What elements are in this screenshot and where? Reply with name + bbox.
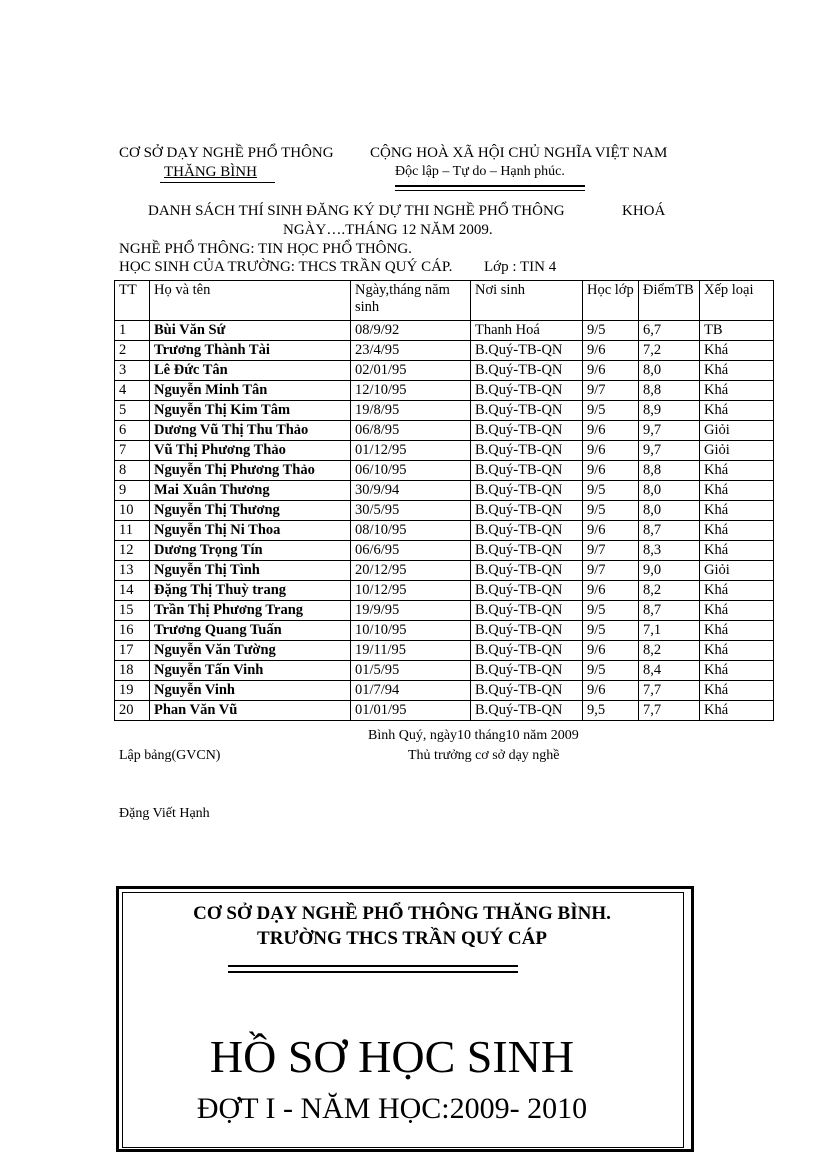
score: 8,7 bbox=[639, 601, 700, 621]
student-name: Lê Đức Tân bbox=[150, 361, 351, 381]
birth-place: B.Quý-TB-QN bbox=[471, 601, 583, 621]
table-row bbox=[115, 461, 774, 481]
class: 9/6 bbox=[583, 641, 639, 661]
birth-place: B.Quý-TB-QN bbox=[471, 341, 583, 361]
class: 9/6 bbox=[583, 581, 639, 601]
birth-date: 30/9/94 bbox=[351, 481, 471, 501]
table-row bbox=[115, 341, 774, 361]
row-tt: 4 bbox=[115, 381, 150, 401]
birth-date: 10/12/95 bbox=[351, 581, 471, 601]
birth-place: B.Quý-TB-QN bbox=[471, 381, 583, 401]
birth-date: 08/10/95 bbox=[351, 521, 471, 541]
table-row bbox=[115, 601, 774, 621]
row-tt: 20 bbox=[115, 701, 150, 721]
student-name: Trương Quang Tuấn bbox=[150, 621, 351, 641]
birth-date: 01/01/95 bbox=[351, 701, 471, 721]
student-name: Nguyễn Minh Tân bbox=[150, 381, 351, 401]
cover-school: TRƯỜNG THCS TRẦN QUÝ CÁP bbox=[257, 928, 547, 949]
birth-date: 06/6/95 bbox=[351, 541, 471, 561]
rank: Giỏi bbox=[700, 441, 774, 461]
row-tt: 1 bbox=[115, 321, 150, 341]
class: 9/5 bbox=[583, 661, 639, 681]
rank: Khá bbox=[700, 701, 774, 721]
table-row bbox=[115, 421, 774, 441]
class: 9/5 bbox=[583, 401, 639, 421]
org-underline bbox=[160, 182, 275, 183]
rank: Khá bbox=[700, 521, 774, 541]
row-tt: 9 bbox=[115, 481, 150, 501]
rank: Giỏi bbox=[700, 561, 774, 581]
score: 8,2 bbox=[639, 581, 700, 601]
head-label: Thủ trưởng cơ sở dạy nghề bbox=[408, 748, 560, 763]
class: 9/6 bbox=[583, 441, 639, 461]
header-name: Họ và tên bbox=[150, 281, 351, 321]
class: 9/5 bbox=[583, 481, 639, 501]
exam-date: NGÀY….THÁNG 12 NĂM 2009. bbox=[283, 222, 493, 238]
student-name: Dương Trọng Tín bbox=[150, 541, 351, 561]
rank: Khá bbox=[700, 681, 774, 701]
score: 8,9 bbox=[639, 401, 700, 421]
header-birthplace: Nơi sinh bbox=[471, 281, 583, 321]
birth-place: B.Quý-TB-QN bbox=[471, 661, 583, 681]
birth-place: B.Quý-TB-QN bbox=[471, 461, 583, 481]
score: 8,0 bbox=[639, 501, 700, 521]
rank: Giỏi bbox=[700, 421, 774, 441]
score: 7,7 bbox=[639, 681, 700, 701]
rank: Khá bbox=[700, 641, 774, 661]
table-row bbox=[115, 521, 774, 541]
header-score: ĐiểmTB bbox=[639, 281, 700, 321]
birth-date: 02/01/95 bbox=[351, 361, 471, 381]
row-tt: 5 bbox=[115, 401, 150, 421]
birth-date: 06/10/95 bbox=[351, 461, 471, 481]
student-name: Nguyễn Thị Thương bbox=[150, 501, 351, 521]
row-tt: 12 bbox=[115, 541, 150, 561]
rank: Khá bbox=[700, 541, 774, 561]
org-name: CƠ SỞ DẠY NGHỀ PHỔ THÔNG bbox=[119, 145, 334, 161]
table-row bbox=[115, 501, 774, 521]
table-row bbox=[115, 621, 774, 641]
table-row bbox=[115, 581, 774, 601]
score: 8,8 bbox=[639, 381, 700, 401]
class: 9/6 bbox=[583, 421, 639, 441]
rank: TB bbox=[700, 321, 774, 341]
student-name: Trương Thành Tài bbox=[150, 341, 351, 361]
birth-date: 19/8/95 bbox=[351, 401, 471, 421]
birth-place: B.Quý-TB-QN bbox=[471, 521, 583, 541]
row-tt: 13 bbox=[115, 561, 150, 581]
birth-place: B.Quý-TB-QN bbox=[471, 501, 583, 521]
class: 9/6 bbox=[583, 521, 639, 541]
nation-motto: Độc lập – Tự do – Hạnh phúc. bbox=[395, 164, 565, 179]
cover-title: HỒ SƠ HỌC SINH bbox=[209, 1031, 575, 1082]
class: 9/6 bbox=[583, 341, 639, 361]
student-name: Nguyễn Thị Ni Thoa bbox=[150, 521, 351, 541]
birth-date: 01/5/95 bbox=[351, 661, 471, 681]
row-tt: 15 bbox=[115, 601, 150, 621]
student-name: Nguyễn Văn Tường bbox=[150, 641, 351, 661]
table-row bbox=[115, 361, 774, 381]
student-table bbox=[114, 280, 774, 721]
score: 8,8 bbox=[639, 461, 700, 481]
cover-subtitle: ĐỢT I - NĂM HỌC:2009- 2010 bbox=[196, 1092, 588, 1125]
birth-date: 19/9/95 bbox=[351, 601, 471, 621]
class: 9,5 bbox=[583, 701, 639, 721]
student-name: Trần Thị Phương Trang bbox=[150, 601, 351, 621]
table-row bbox=[115, 381, 774, 401]
rank: Khá bbox=[700, 401, 774, 421]
row-tt: 18 bbox=[115, 661, 150, 681]
nation-title: CỘNG HOÀ XÃ HỘI CHỦ NGHĨA VIỆT NAM bbox=[370, 145, 668, 161]
score: 8,2 bbox=[639, 641, 700, 661]
birth-date: 01/7/94 bbox=[351, 681, 471, 701]
table-row bbox=[115, 701, 774, 721]
score: 7,7 bbox=[639, 701, 700, 721]
score: 9,7 bbox=[639, 441, 700, 461]
class: 9/6 bbox=[583, 361, 639, 381]
list-title-suffix: KHOÁ bbox=[622, 203, 666, 219]
compiler-name: Đặng Viết Hạnh bbox=[119, 806, 210, 821]
compiler-label: Lập bảng(GVCN) bbox=[119, 748, 221, 763]
birth-date: 01/12/95 bbox=[351, 441, 471, 461]
birth-date: 19/11/95 bbox=[351, 641, 471, 661]
score: 8,0 bbox=[639, 361, 700, 381]
score: 9,7 bbox=[639, 421, 700, 441]
row-tt: 6 bbox=[115, 421, 150, 441]
table-header-row bbox=[115, 281, 774, 321]
birth-place: B.Quý-TB-QN bbox=[471, 641, 583, 661]
row-tt: 3 bbox=[115, 361, 150, 381]
birth-place: B.Quý-TB-QN bbox=[471, 541, 583, 561]
birth-date: 12/10/95 bbox=[351, 381, 471, 401]
student-name: Nguyễn Thị Tình bbox=[150, 561, 351, 581]
row-tt: 2 bbox=[115, 341, 150, 361]
row-tt: 19 bbox=[115, 681, 150, 701]
birth-place: B.Quý-TB-QN bbox=[471, 701, 583, 721]
birth-place: B.Quý-TB-QN bbox=[471, 621, 583, 641]
birth-place: B.Quý-TB-QN bbox=[471, 441, 583, 461]
table-row bbox=[115, 401, 774, 421]
birth-place: B.Quý-TB-QN bbox=[471, 581, 583, 601]
birth-place: B.Quý-TB-QN bbox=[471, 561, 583, 581]
row-tt: 10 bbox=[115, 501, 150, 521]
header-rank: Xếp loại bbox=[700, 281, 774, 321]
rank: Khá bbox=[700, 601, 774, 621]
class: 9/7 bbox=[583, 541, 639, 561]
table-row bbox=[115, 681, 774, 701]
list-title: DANH SÁCH THÍ SINH ĐĂNG KÝ DỰ THI NGHỀ PHỔ THÔNG bbox=[148, 203, 565, 219]
student-name: Mai Xuân Thương bbox=[150, 481, 351, 501]
rank: Khá bbox=[700, 581, 774, 601]
birth-place: B.Quý-TB-QN bbox=[471, 421, 583, 441]
student-name: Dương Vũ Thị Thu Thảo bbox=[150, 421, 351, 441]
score: 8,0 bbox=[639, 481, 700, 501]
cover-rule-bottom bbox=[228, 971, 518, 973]
student-name: Nguyễn Thị Kim Tâm bbox=[150, 401, 351, 421]
score: 9,0 bbox=[639, 561, 700, 581]
class-label: Lớp : TIN 4 bbox=[484, 259, 557, 275]
motto-double-rule-bottom bbox=[395, 190, 585, 191]
row-tt: 8 bbox=[115, 461, 150, 481]
rank: Khá bbox=[700, 481, 774, 501]
score: 6,7 bbox=[639, 321, 700, 341]
birth-place: B.Quý-TB-QN bbox=[471, 361, 583, 381]
row-tt: 16 bbox=[115, 621, 150, 641]
row-tt: 11 bbox=[115, 521, 150, 541]
table-row bbox=[115, 541, 774, 561]
student-name: Nguyễn Thị Phương Thảo bbox=[150, 461, 351, 481]
class: 9/5 bbox=[583, 501, 639, 521]
class: 9/6 bbox=[583, 681, 639, 701]
class: 9/7 bbox=[583, 381, 639, 401]
rank: Khá bbox=[700, 461, 774, 481]
score: 7,1 bbox=[639, 621, 700, 641]
score: 8,4 bbox=[639, 661, 700, 681]
table-row bbox=[115, 441, 774, 461]
birth-date: 08/9/92 bbox=[351, 321, 471, 341]
birth-place: B.Quý-TB-QN bbox=[471, 481, 583, 501]
school-line: HỌC SINH CỦA TRƯỜNG: THCS TRẦN QUÝ CÁP. bbox=[119, 259, 453, 275]
row-tt: 7 bbox=[115, 441, 150, 461]
class: 9/5 bbox=[583, 621, 639, 641]
row-tt: 17 bbox=[115, 641, 150, 661]
birth-place: B.Quý-TB-QN bbox=[471, 401, 583, 421]
class: 9/5 bbox=[583, 321, 639, 341]
row-tt: 14 bbox=[115, 581, 150, 601]
table-row bbox=[115, 641, 774, 661]
class: 9/6 bbox=[583, 461, 639, 481]
table-row bbox=[115, 321, 774, 341]
table-row bbox=[115, 561, 774, 581]
place-date: Bình Quý, ngày10 tháng10 năm 2009 bbox=[368, 728, 579, 743]
score: 8,3 bbox=[639, 541, 700, 561]
student-name: Bùi Văn Sứ bbox=[150, 321, 351, 341]
student-name: Đặng Thị Thuỳ trang bbox=[150, 581, 351, 601]
rank: Khá bbox=[700, 661, 774, 681]
score: 7,2 bbox=[639, 341, 700, 361]
rank: Khá bbox=[700, 341, 774, 361]
rank: Khá bbox=[700, 621, 774, 641]
rank: Khá bbox=[700, 361, 774, 381]
student-name: Vũ Thị Phương Thảo bbox=[150, 441, 351, 461]
org-location: THĂNG BÌNH bbox=[164, 164, 257, 180]
score: 8,7 bbox=[639, 521, 700, 541]
cover-org: CƠ SỞ DẠY NGHỀ PHỔ THÔNG THĂNG BÌNH. bbox=[193, 903, 611, 924]
student-name: Nguyễn Vinh bbox=[150, 681, 351, 701]
birth-date: 30/5/95 bbox=[351, 501, 471, 521]
trade-line: NGHỀ PHỔ THÔNG: TIN HỌC PHỔ THÔNG. bbox=[119, 241, 412, 257]
rank: Khá bbox=[700, 501, 774, 521]
student-name: Phan Văn Vũ bbox=[150, 701, 351, 721]
cover-rule-top bbox=[228, 965, 518, 967]
birth-date: 06/8/95 bbox=[351, 421, 471, 441]
motto-double-rule-top bbox=[395, 185, 585, 187]
birth-date: 23/4/95 bbox=[351, 341, 471, 361]
birth-place: B.Quý-TB-QN bbox=[471, 681, 583, 701]
class: 9/5 bbox=[583, 601, 639, 621]
class: 9/7 bbox=[583, 561, 639, 581]
birth-place: Thanh Hoá bbox=[471, 321, 583, 341]
rank: Khá bbox=[700, 381, 774, 401]
table-row bbox=[115, 661, 774, 681]
birth-date: 10/10/95 bbox=[351, 621, 471, 641]
header-birthdate: Ngày,tháng năm sinh bbox=[351, 281, 471, 321]
table-row bbox=[115, 481, 774, 501]
header-tt: TT bbox=[115, 281, 150, 321]
birth-date: 20/12/95 bbox=[351, 561, 471, 581]
header-class: Học lớp bbox=[583, 281, 639, 321]
student-name: Nguyễn Tấn Vinh bbox=[150, 661, 351, 681]
